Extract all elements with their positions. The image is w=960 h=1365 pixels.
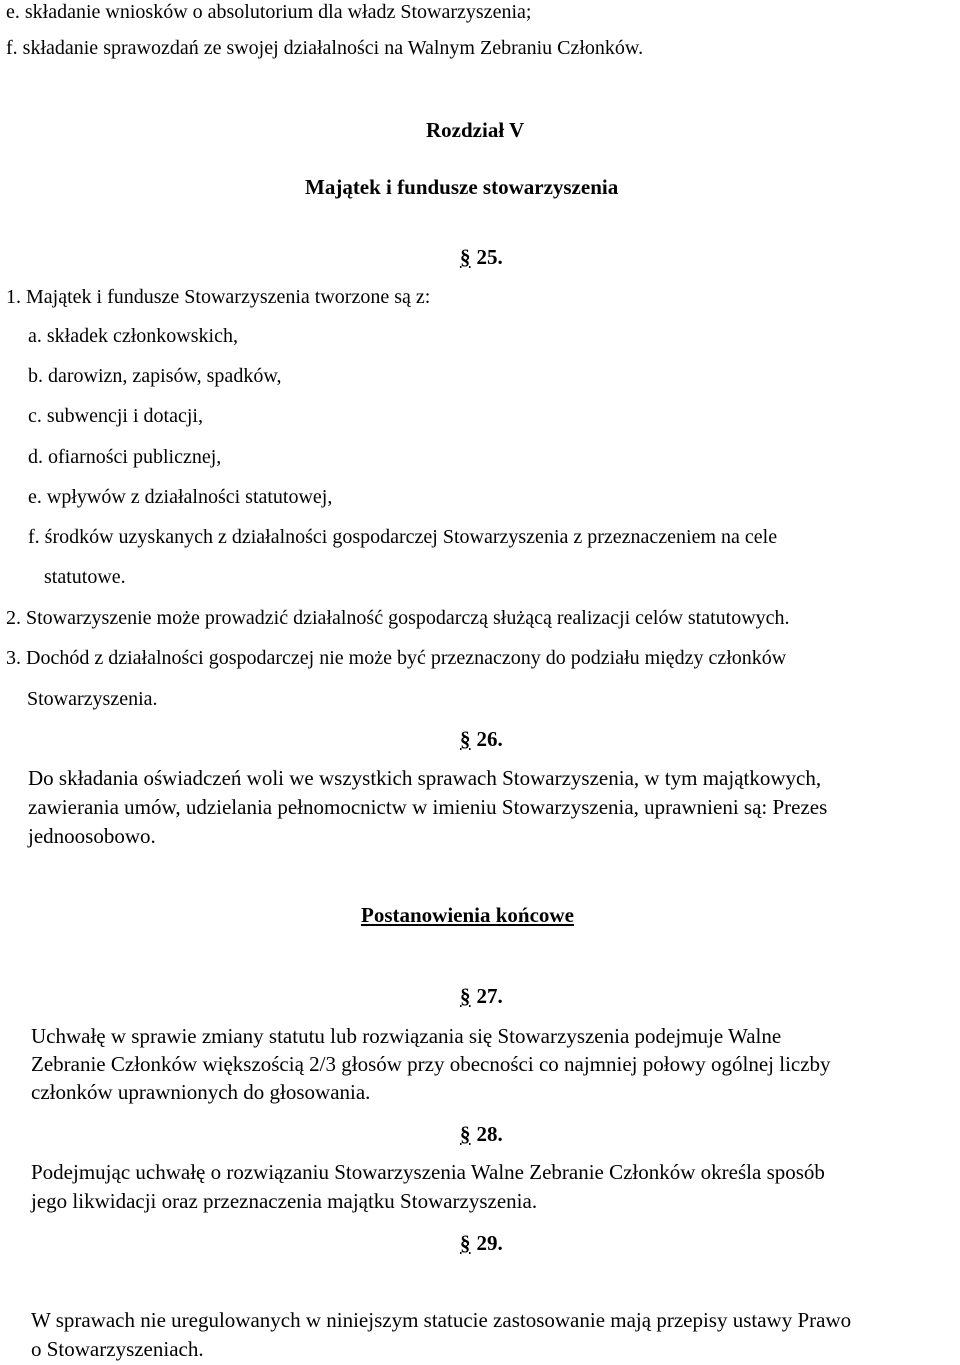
section-27-heading [460, 986, 503, 1007]
section-26-line: zawierania umów, udzielania pełnomocnictw w imieniu Stowarzyszenia, uprawnieni są: Prezes [28, 795, 828, 819]
section-27-line: Uchwałę w sprawie zmiany statutu lub rozwiązania się Stowarzyszenia podejmuje Walne [31, 1024, 782, 1048]
section-29-line: o Stowarzyszeniach. [31, 1337, 204, 1361]
section-25-paragraph-1: 1. Majątek i fundusze Stowarzyszenia tworzone są z: [6, 286, 431, 308]
list-item-e: e. składanie wniosków o absolutorium dla władz Stowarzyszenia; [6, 1, 532, 23]
section-25-paragraph-3: 3. Dochód z działalności gospodarczej nie może być przeznaczony do podziału między członków [6, 647, 787, 669]
list-item-e: e. wpływów z działalności statutowej, [28, 486, 333, 508]
section-number: 29. [476, 1231, 503, 1255]
list-item-f: f. środków uzyskanych z działalności gospodarczej Stowarzyszenia z przeznaczeniem na cele [28, 526, 778, 548]
section-number: 25. [476, 245, 503, 269]
section-sign: § [460, 984, 471, 1008]
section-27-line: członków uprawnionych do głosowania. [31, 1080, 371, 1104]
final-provisions-heading: Postanowienia końcowe [361, 903, 574, 927]
chapter-title: Rozdział V [426, 118, 525, 142]
section-28-line: Podejmując uchwałę o rozwiązaniu Stowarzyszenia Walne Zebranie Członków określa sposób [31, 1160, 825, 1184]
section-sign: § [460, 727, 471, 751]
section-sign: § [460, 1231, 471, 1255]
section-number: 28. [476, 1122, 503, 1146]
chapter-subtitle: Majątek i fundusze stowarzyszenia [305, 175, 619, 199]
list-item-a: a. składek członkowskich, [28, 325, 238, 347]
section-25-paragraph-2: 2. Stowarzyszenie może prowadzić działalność gospodarczą służącą realizacji celów statutowych. [6, 607, 790, 629]
section-28-heading [460, 1124, 503, 1145]
list-item-b: b. darowizn, zapisów, spadków, [28, 365, 282, 387]
section-25-paragraph-3-cont: Stowarzyszenia. [27, 688, 158, 710]
list-item-f-cont: statutowe. [44, 566, 126, 588]
section-number: 26. [476, 727, 503, 751]
section-26-heading [460, 729, 503, 750]
section-26-line: Do składania oświadczeń woli we wszystkich sprawach Stowarzyszenia, w tym majątkowych, [28, 766, 822, 790]
section-27-line: Zebranie Członków większością 2/3 głosów przy obecności co najmniej połowy ogólnej liczby [31, 1052, 831, 1076]
section-number: 27. [476, 984, 503, 1008]
section-29-heading [460, 1233, 503, 1254]
section-28-line: jego likwidacji oraz przeznaczenia majątku Stowarzyszenia. [31, 1189, 538, 1213]
list-item-f: f. składanie sprawozdań ze swojej działalności na Walnym Zebraniu Członków. [6, 37, 644, 59]
list-item-c: c. subwencji i dotacji, [28, 405, 203, 427]
section-26-line: jednoosobowo. [28, 824, 156, 848]
section-sign: § [460, 1122, 471, 1146]
section-29-line: W sprawach nie uregulowanych w niniejszym statucie zastosowanie mają przepisy ustawy Prawo [31, 1308, 852, 1332]
list-item-d: d. ofiarności publicznej, [28, 446, 222, 468]
section-sign: § [460, 245, 471, 269]
section-25-heading [460, 247, 503, 268]
